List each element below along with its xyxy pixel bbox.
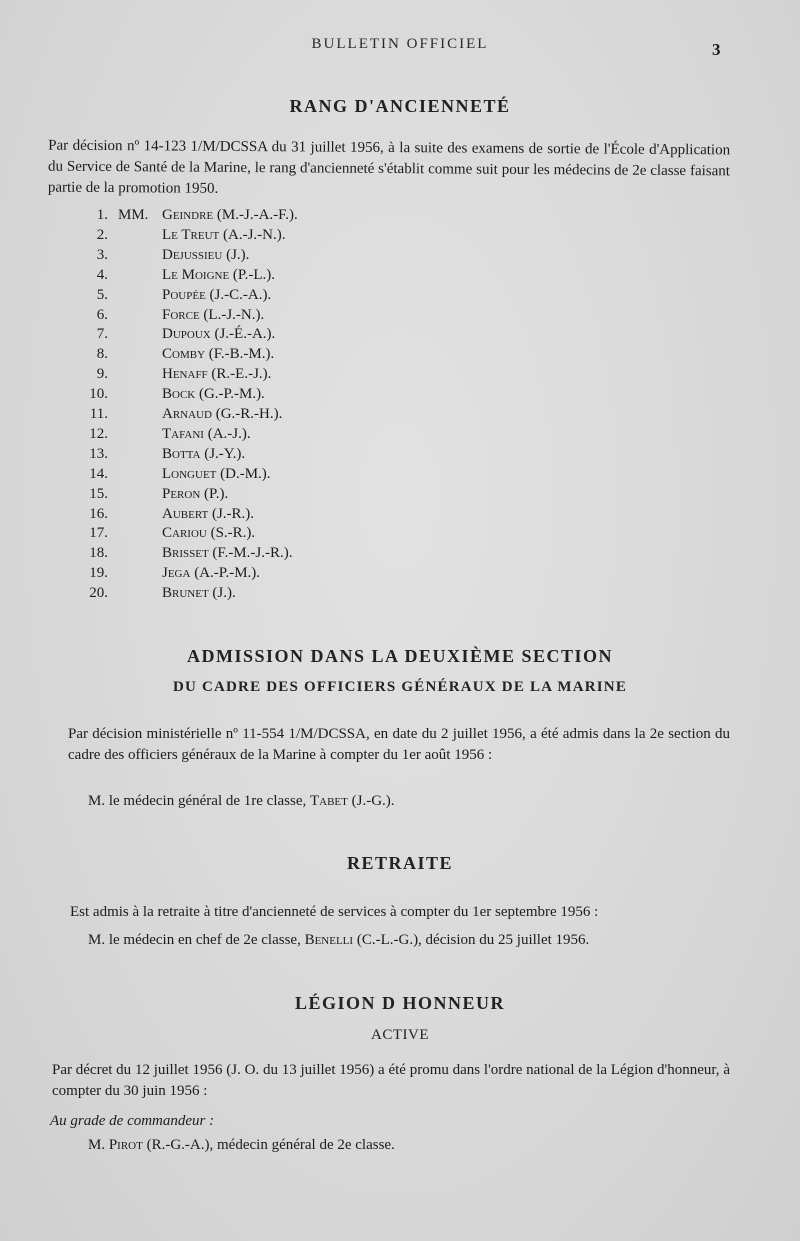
rank-name: Peron (P.). — [162, 485, 229, 502]
rank-name: Le Treut (A.-J.-N.). — [162, 226, 286, 243]
rank-name: Le Moigne (P.-L.). — [162, 266, 276, 283]
rank-number: 19. — [89, 565, 108, 582]
rank-name: Bock (G.-P.-M.). — [162, 386, 265, 403]
legion-entry-suffix: (R.-G.-A.), médecin général de 2e classe. — [146, 1137, 395, 1153]
section-title-rang: RANG D'ANCIENNETÉ — [289, 96, 511, 116]
rank-name: Dejussieu (J.). — [162, 246, 250, 263]
rank-number: 17. — [89, 525, 108, 542]
section-title-legion: LÉGION D HONNEUR — [294, 993, 506, 1013]
rank-name: Longuet (D.-M.). — [162, 465, 271, 482]
section-subtitle-admission: DU CADRE DES OFFICIERS GÉNÉRAUX DE LA MARINE — [172, 679, 628, 695]
rank-name: Henaff (R.-E.-J.). — [162, 366, 272, 383]
admission-entry — [88, 793, 395, 810]
section-subtitle-legion: ACTIVE — [371, 1027, 429, 1043]
rank-number: 9. — [96, 366, 108, 383]
admission-entry-prefix: M. le médecin général de 1re classe, — [88, 793, 307, 809]
rank-name: Botta (J.-Y.). — [162, 445, 246, 462]
legion-entry — [88, 1137, 395, 1154]
section-title-retraite: RETRAITE — [346, 853, 454, 873]
retraite-intro: Est admis à la retraite à titre d'ancienneté de services à compter du 1er septembre 1956 : — [70, 904, 599, 920]
rank-number: 1. — [96, 207, 108, 223]
rank-name: Force (L.-J.-N.). — [162, 306, 265, 323]
rank-name: Geindre (M.-J.-A.-F.). — [162, 207, 298, 223]
rank-number: 4. — [96, 266, 108, 283]
rank-number: 5. — [96, 286, 108, 303]
rank-name: Poupée (J.-C.-A.). — [162, 286, 272, 303]
rank-number: 15. — [89, 485, 108, 502]
retraite-entry-prefix: M. le médecin en chef de 2e classe, — [88, 932, 301, 948]
rank-name: Tafani (A.-J.). — [162, 425, 251, 442]
rank-number: 10. — [89, 386, 108, 403]
admission-entry-suffix: (J.-G.). — [351, 793, 395, 809]
rank-number: 7. — [96, 326, 108, 343]
retraite-entry-name: Benelli — [304, 932, 354, 948]
rank-number: 16. — [89, 505, 108, 522]
rang-intro: Par décision nº 14-123 1/M/DCSSA du 31 juillet 1956, à la suite des examens de sortie de l'École d'Application du Service de Santé de la Marine, le rang d'ancienneté s'établit comme suit pour les médecins de 2e classe faisant partie de la promotion 1950. — [47, 137, 731, 197]
rank-name: Jega (A.-P.-M.). — [162, 565, 261, 582]
retraite-entry — [88, 932, 589, 949]
rank-name: Cariou (S.-R.). — [162, 525, 256, 542]
legion-entry-name: Pirot — [108, 1137, 143, 1153]
rank-number: 20. — [89, 585, 108, 602]
rank-number: 18. — [89, 545, 108, 562]
admission-intro: Par décision ministérielle nº 11-554 1/M/DCSSA, en date du 2 juillet 1956, a été admis dans la 2e section du cadre des officiers généraux de la Marine à compter du 1er août 1956 : — [68, 726, 730, 763]
rank-number: 8. — [96, 346, 108, 363]
running-title: BULLETIN OFFICIEL — [311, 36, 489, 52]
rank-name: Dupoux (J.-É.-A.). — [162, 326, 276, 343]
rank-number: 12. — [89, 425, 108, 442]
legion-grade: Au grade de commandeur : — [50, 1113, 215, 1129]
legion-intro: Par décret du 12 juillet 1956 (J. O. du 13 juillet 1956) a été promu dans l'ordre national de la Légion d'honneur, à compter du 30 juin 1956 : — [52, 1062, 730, 1099]
rank-number: 2. — [96, 226, 108, 243]
rank-name: Brisset (F.-M.-J.-R.). — [162, 545, 293, 562]
section-title-admission: ADMISSION DANS LA DEUXIÈME SECTION — [186, 646, 614, 666]
rank-name: Comby (F.-B.-M.). — [162, 346, 275, 363]
retraite-entry-suffix: (C.-L.-G.), décision du 25 juillet 1956. — [356, 932, 590, 948]
rank-number: 6. — [96, 306, 108, 323]
rank-name: Arnaud (G.-R.-H.). — [162, 406, 283, 422]
rank-number: 13. — [89, 445, 108, 462]
rank-number: 3. — [96, 246, 108, 263]
rank-name: Brunet (J.). — [162, 585, 236, 602]
rank-prefix: MM. — [118, 207, 149, 223]
rank-number: 11. — [89, 406, 108, 422]
legion-entry-prefix: M. — [88, 1137, 106, 1153]
admission-entry-name: Tabet — [309, 793, 348, 809]
rank-number: 14. — [89, 465, 108, 482]
page-number: 3 — [712, 40, 721, 59]
rank-name: Aubert (J.-R.). — [162, 505, 255, 522]
